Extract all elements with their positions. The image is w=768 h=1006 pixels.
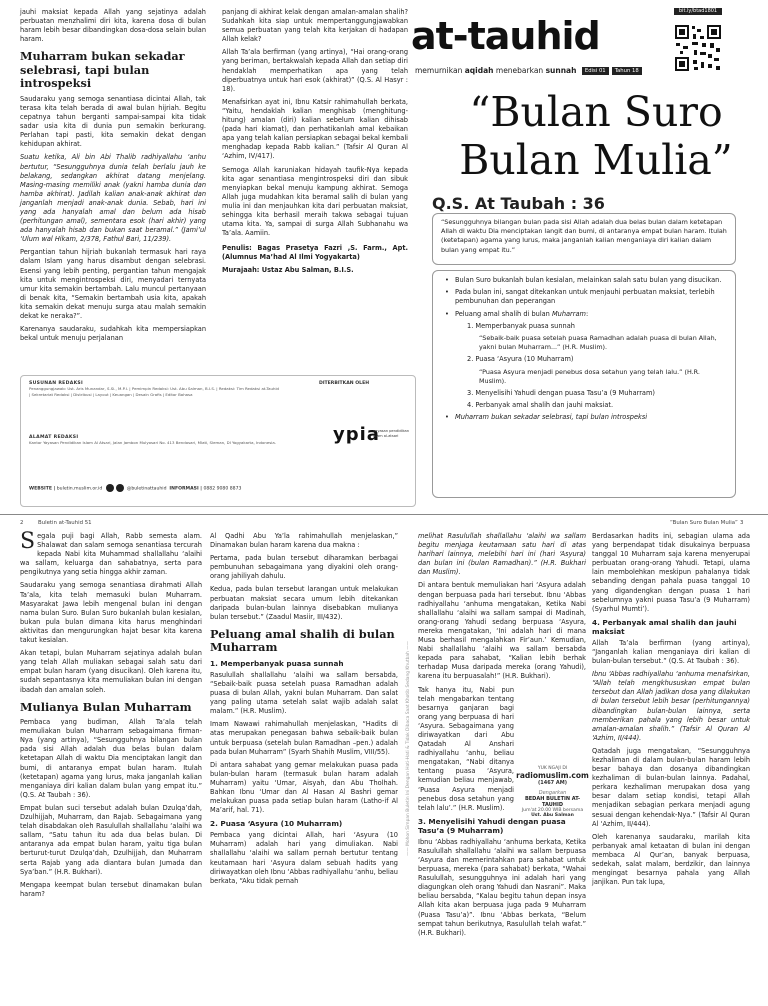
subheading: 2. Puasa ‘Asyura (10 Muharram) <box>210 819 343 829</box>
brand-name: at-tauhid <box>411 14 600 58</box>
paragraph: panjang di akhirat kelak dengan amalan-amalan shalih? Sudahkah kita siap untuk mempertanggungjawabkan semua perbuatan yang telah kita kerjakan di hadapan Allah kelak? <box>222 8 408 44</box>
paragraph: Karenanya saudaraku, sudahkah kita mempersiapkan bekal untuk menuju perjalanan <box>20 325 206 343</box>
subheading: 3. Menyelisihi Yahudi dengan puasa Tasu’a (9 Muharram) <box>418 816 566 835</box>
website-link[interactable]: buletin.muslim.or.id <box>56 486 103 492</box>
page-number: 2 <box>20 520 24 526</box>
instagram-icon[interactable] <box>106 484 114 492</box>
paragraph: Saudaraku yang semoga senantiasa dirahmati Allah Ta’ala, kita telah memasuki bulan Muharram. Masyarakat Jawa lebih mengenal bulan ini dengan nama bulan Suro. Bulan Suro bukanlah bulan kesialan, bukan pula bulan dimana kita harus menghindari aktivitas dan mengurungkan hajat besar kita karena takut kesialan. <box>20 581 202 645</box>
paragraph: Di antara bentuk memuliakan hari ‘Asyura adalah dengan berpuasa pada hari tersebut. Ibnu ‘Abbas radhiyallahu ‘anhuma mengatakan, Ketika Nabi shallallahu ‘alaihi wa sallam sampai di Madinah, orang-orang Yahudi sedang berpuasa ‘Asyura, mereka mengatakan, ‘Ini adalah hari di mana Musa berhasil mengalahkan Fir’aun.’ Kemudian, Nabi shallallahu ‘alaihi wa sallam bersabda kepada para sahabat, “Kalian lebih berhak terhadap Musa daripada mereka (orang Yahudi), karena itu berpuasalah!” (H.R. Bukhari). <box>418 581 586 681</box>
section-heading: Peluang amal shalih di bulan Muharram <box>210 626 395 655</box>
page-header-right: “Bulan Suro Bulan Mulia” <box>670 520 738 526</box>
paragraph: Empat bulan suci tersebut adalah bulan Dzulqa’dah, Dzulhijjah, Muharram, dan Rajab. Sebagaimana yang telah disabdakan oleh Rasulullah shallallahu ‘alaihi wa sallam, “Satu tahun itu ada dua belas bulan. Di antaranya ada empat bulan haram, yaitu tiga bulan berturut-turut Dzulqa’dah, Dzulhijjah, dan Muharram serta Rajab yang ada diantara bulan Jumada dan Sya’ban.” (H.R. Bukhari). <box>20 803 202 876</box>
numbered-quote: “Sebaik-baik puasa setelah puasa Ramadhan adalah puasa di bulan Allah, yakni bulan Muharram...” (H.R. Muslim). <box>479 334 717 352</box>
paragraph: Kedua, pada bulan tersebut larangan untuk melakukan perbuatan maksiat secara umum lebih ditekankan daripada bulan-bulan lainnya disebabkan mulianya bulan tersebut.” (Zaadul Masiir, III/432). <box>210 585 398 621</box>
address-heading: ALAMAT REDAKSI <box>29 435 79 441</box>
quote-text: “Sesungguhnya bilangan bulan pada sisi Allah adalah dua belas bulan dalam ketetapan Allah di waktu Dia menciptakan langit dan bumi, di antaranya empat bulan haram. Itulah (ketetapan) agama yang lurus, maka janganlah kalian menganiaya diri kalian dalam bulan yang empat itu.” <box>441 218 727 254</box>
paragraph: Ibnu ‘Abbas radhiyallahu ‘anhuma berkata, Ketika Rasulullah shallallahu ‘alaihi wa sallam berpuasa ‘Asyura dan memerintahkan para sahabat untuk berpuasa, mereka (para sahabat) berkata, “Wahai Rasulullah, sesungguhnya ini adalah hari yang diagungkan oleh orang Yahudi dan Nasrani”. Maka beliau bersabda, “Kalau begitu tahun depan insya Allah kita akan berpuasa juga pada 9 Muharram (Puasa Tasu’a)”. Ibnu ‘Abbas berkata, “Belum sempat tahun berikutnya, Rasulullah telah wafat.” (H.R. Bukhari). <box>418 837 586 937</box>
numbered-item: 1. Memperbanyak puasa sunnah <box>467 321 575 330</box>
paragraph: Ibnu ‘Abbas radhiyallahu ‘anhuma menafsirkan, “Allah telah mengkhususkan empat bulan tersebut dan Allah jadikan dosa yang dilakukan di bulan tersebut lebih besar (perhitungannya) dibandingkan bulan-bulan lainnya, serta memberikan pahala yang lebih besar untuk amalan-amalan shalih.” (Tafsir Al Quran Al ‘Azhim, II/444). <box>592 670 750 742</box>
numbered-quote: “Puasa Asyura menjadi penebus dosa setahun yang telah lalu.” (H.R. Muslim). <box>479 367 700 385</box>
ypia-subtitle: yayasan pendidikan islam al-atsari <box>373 429 409 438</box>
numbered-item: 4. Perbanyak amal shalih dan jauhi maksiat. <box>467 401 614 410</box>
ypia-logo: ypia <box>333 424 380 445</box>
page-title: “Bulan Suro Bulan Mulia” <box>459 88 733 184</box>
radio-promo[interactable]: YUK NGAJI DI radiomuslim.com (1467 AM) Dengarkan BEDAH BULETIN AT-TAUHID Jum'at 20.00 WIB bersama Ust. Abu Salman <box>516 766 589 818</box>
paragraph: Rasulullah shallallahu ‘alaihi wa sallam bersabda, “Sebaik-baik puasa setelah puasa Ramadhan adalah puasa di bulan Allah, yakni bulan Muharram. Dan salat yang paling utama setelah salat wajib adalah salat malam.” (H.R. Muslim). <box>210 670 398 716</box>
qr-code-icon[interactable] <box>674 24 722 72</box>
paragraph: Tak hanya itu, Nabi pun telah mengabarkan tentang besarnya ganjaran bagi orang yang berpuasa di hari ‘Asyura. Sebagaimana yang diriwayatkan dari Abu Qatadah Al Anshari radhiyallahu ‘anhu, beliau mengatakan, “Nabi ditanya tentang puasa ‘Asyura, kemudian beliau menjawab, ‘Puasa Asyura menjadi penebus dosa setahun yang telah lalu’.” (H.R. Muslim). <box>418 685 514 812</box>
paragraph: Allah Ta’ala berfirman (yang artinya), “Janganlah kalian menganiaya diri kalian di bulan-bulan tersebut.” (Q.S. At Taubah : 36). <box>592 638 750 666</box>
inside-column-1 <box>20 529 202 903</box>
paragraph: Qatadah juga mengatakan, “Sesungguhnya kezhaliman di dalam bulan-bulan haram lebih besar bahaya dan dosanya dibandingkan kezhaliman di bulan-bulan lainnya. Padahal, perkara kezhaliman merupakan dosa yang besar dalam setiap kondisi, tetapi Allah menjadikan sebagian perkara menjadi agung sesuai dengan kehendak-Nya.” (Tafsir Al Quran Al ‘Azhim, II/444). <box>592 746 750 828</box>
inside-column-4 <box>592 532 750 891</box>
page-header-left: Buletin at-Tauhid 51 <box>38 520 92 526</box>
paragraph: Suatu ketika, Ali bin Abi Thalib radhiyallahu ‘anhu bertutur, “Sesungguhnya dunia telah berlalu jauh ke belakang, sedangkan akhirat datang menjelang. Masing-masing memiliki anak (yakni hamba dunia dan hamba akhirat). Jadilah kalian anak-anak akhirat dan janganlah menjadi anak-anak dunia. Sebab, hari ini yang ada hanyalah amal dan belum ada hisab (perhitungan amal), sementara esok (hari akhir) yang ada hanyalah hisab dan bukan saat beramal.” (Jami’ul ‘Ulum wal Hikam, 2/378, Fathul Bari, 11/239). <box>20 153 206 244</box>
summary-item: • Pada bulan ini, sangat ditekankan untuk menjauhi perbuatan maksiat, terlebih pembunuhan dan peperangan <box>455 288 725 306</box>
paragraph: Menafsirkan ayat ini, Ibnu Katsir rahimahullah berkata, “Yaitu, hendaklah kalian menghisab (menghitung-hitung) amalan (diri) kalian sebelum kalian dihisab (pada hari kiamat), dan perhatikanlah amal kebaikan apa yang telah kalian persiapkan sebagai bekal kembali menghadap kepada Rabb kalian.” (Tafsir Al Quran Al ‘Azhim, IV/417). <box>222 97 408 161</box>
paragraph: Segala puji bagi Allah, Rabb semesta alam. Shalawat dan salam semoga senantiasa tercurah kepada Nabi kita Muhammad shallallahu ‘alaihi wa sallam, keluarga dan sahabatnya, serta para pengikutnya yang setia hingga akhir zaman. <box>20 529 202 577</box>
surah-reference: Q.S. At Taubah : 36 <box>432 194 605 213</box>
facebook-icon[interactable] <box>116 484 124 492</box>
paragraph: Pembaca yang budiman, Allah Ta’ala telah memuliakan bulan Muharram sebagaimana firman-Nya (yang artinya), “Sesungguhnya bilangan bulan pada sisi Allah adalah dua belas bulan dalam ketetapan Allah di waktu Dia menciptakan langit dan bumi, di antaranya empat bulan haram. Itulah (ketetapan) agama yang lurus, maka janganlah kalian menganiaya diri kalian dalam bulan yang empat itu.” (Q.S. At Taubah : 36). <box>20 718 202 799</box>
quote-box <box>432 213 736 265</box>
tagline: memurnikan aqidah menebarkan sunnah Edisi 01 Tahun 18 <box>415 66 642 75</box>
summary-box <box>432 270 736 498</box>
info-phone: 0882 9080 8873 <box>203 486 242 492</box>
drop-cap: S <box>20 529 36 554</box>
page-divider <box>0 514 768 515</box>
year-badge: Tahun 18 <box>612 67 642 75</box>
paragraph: Allah Ta’ala berfirman (yang artinya), “Hai orang-orang yang beriman, bertakwalah kepada Allah dan setiap diri hendaklah memperhatikan apa yang telah diperbuatnya untuk hari esok (akhirat)” (Q.S. Al Hasyr : 18). <box>222 48 408 93</box>
edition-badge: Edisi 01 <box>582 67 609 75</box>
inside-column-3 <box>418 532 586 942</box>
paragraph: Al Qadhi Abu Ya’la rahimahullah menjelaskan,” Dinamakan bulan haram karena dua makna : <box>210 532 398 550</box>
radio-site[interactable]: radiomuslim.com <box>516 771 589 780</box>
inside-spread <box>0 516 768 1006</box>
paragraph: Pergantian tahun hijriah bukanlah termasuk hari raya dalam Islam yang harus disambut dengan selebrasi. Esensi yang lebih penting, pergantian tahun mengajak kita untuk mengintrospeksi diri, menyadari ternyata umur kita semakin bertambah. Lalu muncul pertanyaan di benak kita, “Semakin bertambah usia kita, apakah kita semakin dekat menuju surga atau malah semakin dekat ke neraka?”. <box>20 248 206 321</box>
top-left-column <box>20 8 206 347</box>
paragraph: Akan tetapi, bulan Muharram sejatinya adalah bulan yang telah Allah muliakan sebagai salah satu dari empat bulan haram (yang disucikan). Oleh karena itu, sudah sepantasnya kita memuliakan bulan ini dengan ibadah dan amalan soleh. <box>20 649 202 694</box>
paragraph: Di antara sahabat yang gemar melakukan puasa pada bulan-bulan haram (termasuk bulan haram adalah Muharram) yaitu ‘Umar, Aisyah, dan Abu Tholhah. Bahkan Ibnu ‘Umar dan Al Hasan Al Bashri gemar melakukan puasa pada setiap bulan haram (Latho-if Al Ma’arif, hal. 71). <box>210 760 398 815</box>
paragraph: Pertama, pada bulan tersebut diharamkan berbagai pembunuhan sebagaimana yang diyakini oleh orang-orang jahiliyah dahulu. <box>210 554 398 581</box>
subheading: 4. Perbanyak amal shalih dan jauhi maksiat <box>592 617 737 636</box>
qr-url[interactable]: bit.ly/btad1801 <box>674 8 722 15</box>
paragraph: Saudaraku yang semoga senantiasa dicintai Allah, tak terasa kita telah berada di awal bulan hijriah. Begitu cepatnya tahun berganti sampai-sampai kita tidak sadar usia kita di dunia pun semakin berkurang. Perlahan tapi pasti, kita semakin dekat dengan kehidupan akhirat. <box>20 94 206 149</box>
paragraph: jauhi maksiat kepada Allah yang sejatinya adalah perbuatan menzhalimi diri kita, karena dosa di bulan haram lebih besar dibandingkan dosa-dosa selain bulan haram. <box>20 8 206 44</box>
summary-item: • Bulan Suro bukanlah bulan kesialan, melainkan salah satu bulan yang disucikan. <box>455 276 725 285</box>
paragraph: melihat Rasulullah shallallahu ‘alaihi wa sallam begitu menjaga keutamaan satu hari di atas harihari lainnya, melebihi hari ini (hari ‘Asyura) dan bulan ini (bulan Ramadhan).” (H.R. Bukhari dan Muslim). <box>418 532 586 577</box>
paragraph: Berdasarkan hadits ini, sebagian ulama ada yang berpendapat tidak disukainya berpuasa tanggal 10 Muharram saja karena menyerupai perbuatan orang-orang Yahudi. Tetapi, ulama lain membolehkan meskipun pahalanya tidak sebanding dengan pahala puasa tanggal 10 yang digandengkan dengan puasa 1 hari sebelumnya yakni puasa Tasu’a (9 Muharram) (Syarhul Mumti’). <box>592 532 750 613</box>
vertical-notice: —— Mohon Simpan Buletin Ini Dengan Hati-Hati & Tidak Dibaca Saat Khotib Sedang Khutbah —— <box>406 640 411 856</box>
summary-item: • Muharram bukan sekadar selebrasi, tapi bulan introspeksi <box>455 413 725 422</box>
reviewer-credit: Murajaah: Ustaz Abu Salman, B.I.S. <box>222 266 354 275</box>
contact-row: WEBSITE | buletin.muslim.or.id @buletinattauhid INFORMASI | 0882 9080 8873 <box>29 484 241 492</box>
numbered-item: 3. Menyelisihi Yahudi dengan puasa Tasu’a (9 Muharram) <box>467 389 655 398</box>
address-text: Kantor Yayasan Pendidikan Islam Al Atsari, Jalan Jambon Mulyosari No. 413 Bendosari, Mlati, Sleman, DI Yogyakarta, Indonesia. <box>29 440 276 446</box>
credits-heading: SUSUNAN REDAKSI <box>29 381 84 386</box>
paragraph: Oleh karenanya saudaraku, marilah kita perbanyak amal ketaatan di bulan ini dengan membaca Al Qur’an, banyak berpuasa, sedekah, salat malam, berdzikir, dan lainnya mengingat besarnya pahala yang Allah janjikan. Pun tak lupa, <box>592 832 750 887</box>
paragraph: Pembaca yang dicintai Allah, hari ‘Asyura (10 Muharram) adalah hari yang dimuliakan. Nabi shallallahu ‘alaihi wa sallam pernah bertutur tentang keutamaan hari ‘Asyura dalam sebuah hadits yang diriwayatkan oleh Ibnu ‘Abbas radhiyallahu ‘anhu, beliau berkata, “Aku tidak pernah <box>210 831 398 885</box>
social-handle[interactable]: @buletinattauhid <box>126 486 167 492</box>
subheading: 1. Memperbanyak puasa sunnah <box>210 658 344 668</box>
inside-column-2 <box>210 532 398 890</box>
author-credit: Penulis: Bagas Prasetya Fazri ,S. Farm., Apt. (Alumnus Ma’had Al Ilmi Yogyakarta) <box>222 244 408 262</box>
credits-text: Penanggungjawab: Ust. Aris Munandar, S.Si., M.P.I. | Pemimpin Redaksi: Ust. Abu Salman, B.I.S. | Redaksi: Tim Redaksi at-Tauhid | Sekretariat Redaksi | Distribusi | Layout | Keuangan | Desain Grafis | Editor Bahasa <box>29 386 279 397</box>
numbered-item: 2. Puasa ‘Asyura (10 Muharram) <box>467 355 574 364</box>
page-number: 3 <box>740 520 744 526</box>
paragraph: Semoga Allah karuniakan hidayah taufik-Nya kepada kita agar senantiasa mengintrospeksi diri dan sibuk menyiapkan bekal menuju kampung akhirat. Semoga Allah juga mudahkan kita beramal salih di bulan yang mulia ini dan menjauhkan kita dari perbuatan maksiat, sehingga kita berhasil meraih takwa sebagai tujuan utama kita. Ya, sampai di surga Allah Subhanahu wa Ta’ala. Aamiin. <box>222 165 408 238</box>
section-heading: Muharram bukan sekadar selebrasi, tapi bulan introspeksi <box>20 49 185 91</box>
credits-box <box>20 375 416 507</box>
publisher-label: DITERBITKAN OLEH <box>319 381 370 386</box>
summary-item: • Peluang amal shalih di bulan Muharram: 1. Memperbanyak puasa sunnah “Sebaik-baik puasa setelah puasa Ramadhan adalah puasa di bulan Allah, yakni bulan Muharram...” (H.R. Muslim). 2. Puasa ‘Asyura (10 Muharram) “Puasa Asyura menjadi penebus dosa setahun yang telah lalu.” (H.R. Muslim). 3. Menyelisihi Yahudi dengan puasa Tasu’a (9 Muharram) 4. Perbanyak amal shalih dan jauhi maksiat. <box>455 310 725 411</box>
paragraph: Imam Nawawi rahimahullah menjelaskan, “Hadits di atas merupakan penegasan bahwa sebaik-baik bulan untuk berpuasa (setelah bulan Ramadhan –pen.) adalah pada bulan Muharram” (Syarh Shahih Muslim, VIII/55). <box>210 720 398 756</box>
paragraph: Mengapa keempat bulan tersebut dinamakan bulan haram? <box>20 880 202 898</box>
section-heading: Mulianya Bulan Muharram <box>20 699 192 714</box>
top-middle-column <box>222 8 408 280</box>
brand-logo <box>411 16 600 56</box>
